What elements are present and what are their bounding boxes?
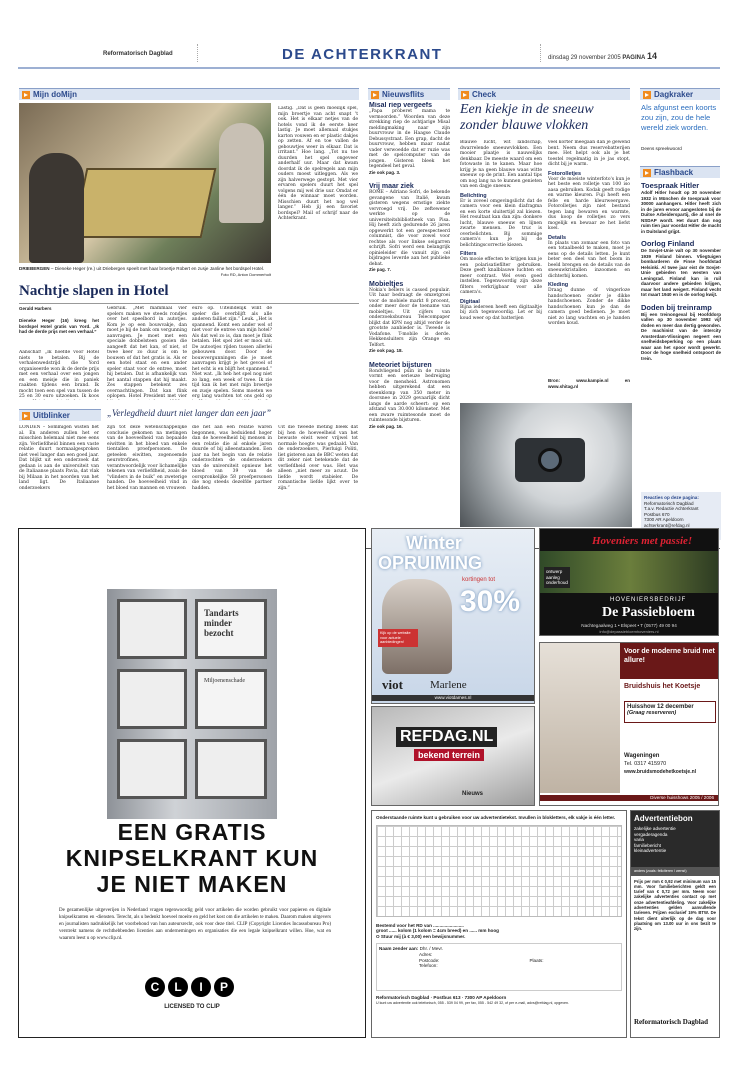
winter-title: Winter xyxy=(406,533,462,553)
article-col4: Lastig. „Dat is geen moeilijk spel, mijn broertje van acht snapt 't ook. Het is elkaar netjes van de hotels vond ik de eerste keer lastig. Je moet allemaal stukjes karton vouwen en er plastic dakjes op zetten. Af en toe vallen de gebouwtjes weer in elkaar. Dat is irritant.” Hoe lang. „Tot nu toe duurden het spel ongeveer anderhalf uur. Maar dat kwam doordat ik de spelregels aan mijn ouders moest uitleggen. Als we zijn halverwege gestopt. Met vier ervaren spelers duurt het spel volgens mij wel drie uur. Omdat er één de winnaar moet worden. Misschien duurt het nog wel langer.” Heb jij een favoriet bordspel? Mail of schrijf naar de Achterkrant. xyxy=(278,106,358,221)
photo-child-left xyxy=(29,153,84,263)
passie-email: info@depassiebloemhoveniers.nl xyxy=(599,629,659,634)
news-headline: Meteoriet bijsturen xyxy=(369,361,432,369)
rack-slot xyxy=(117,669,187,729)
check-sub: Digitaal xyxy=(460,298,480,305)
article-col3: euro op. Uiteindelijk wint de speler die overblijft als alle anderen failliet zijn.” Leuk. „Het is spannend. Komt een ander wel of niet voor de entree van mijn hotel? Als dat wel zo is, dan moet je flink betalen. Het spel ziet er mooi uit. De autootjes rijden tussen allerlei gebouwen door. Door de bouwvergunningen die je moet aanvragen krijgt je het gevoel of het echt is en blijft het spannend.” Niet wat. „Ik heb het spel nog niet zo lang, een week of twee. Ik zie tijd kan ik het met mijn broertje en zusje spelen. Soms moeten we erg lang wachten tot ons geld op xyxy=(192,306,272,399)
ad-refdag xyxy=(371,706,535,806)
caption-place: DRIEBERGEN xyxy=(19,266,50,271)
news-text: ROME – Adriano Sofri, de bekende gevangene van Italië, kwam gisteren wegens ernstige ziekte vervroegd vrij. De zeftewener werkte op de universiteitsbibliotheek van Pisa. Hij heeft zich gedurende 26 jaren opgewerkt tot een gerespecteerd columnist, die voor zowel voor rechtse als voor linkse seigarren schrijft. Sofri werd een belangrijk opinieleider die vanuit zijn cel bijdrages leverde aan het publieke debat. xyxy=(369,190,450,267)
reactions-line: 7300 AR Apeldoorn xyxy=(644,517,684,523)
winter-model xyxy=(382,579,452,674)
winter-title2: OPRUIMING xyxy=(378,553,483,573)
rack-slot xyxy=(195,599,267,659)
rack-slot xyxy=(195,739,267,799)
arrow-icon xyxy=(22,412,30,420)
clip-licensed: LICENSED TO CLIP xyxy=(164,1004,220,1010)
check-text: In plaats van zomaar een foto van een totaalbeeld te maken, moet je eens op de details letten. Je kunt beter een deel van het boom in beeld brengen en de details van de sneeuwkristallen inzoomen en dichterbij komen. xyxy=(548,240,630,279)
ad-knipselkrant xyxy=(18,528,366,1038)
form-grid xyxy=(376,825,622,917)
uitblinker-col1: LONDEN – Sommigen wisten het al. En anderen zullen het er misschien helemaal niet mee eens zijn. Verliefdheid binnen een vaste relatie duurt normaalgesproken niet veel langer dan een goed jaar. Dat blijkt uit een onderzoek dat gedaan is aan de universiteit van de Italiaanse plaats Pavia, dat vlak bij Milaan in het noorden van het land ligt. De Italiaanse onderzoekers xyxy=(19,425,99,491)
news-ref: Zie ook pag. 18. xyxy=(369,348,403,353)
winter-sub: kortingen tot xyxy=(462,577,496,583)
news-item xyxy=(369,183,450,273)
photo-board xyxy=(72,168,217,238)
arrow-icon xyxy=(461,91,469,99)
bon-item[interactable]: kleinadvertentie xyxy=(634,848,667,854)
winter-badge: Kijk op de website voor actuele aanbiedingen! xyxy=(378,629,418,647)
check-headline: Een kiekje in de sneeuw zonder blauwe vlokken xyxy=(460,102,594,133)
passie-item: ontwerp xyxy=(546,569,563,574)
tab-mijn-domijn xyxy=(19,88,359,100)
news-text: „Papa proberet mama te vermoorden.” Woorden van deze strekking riep de achtjarige Misal meldingmaking naar zijn buurvrouw in de Haagse Claude Debussystraat. Een grap, dacht de buurvrouw, hebben maar nadat vader verwoedde dat er ruzie was met de spelcomputer van de jongen. Gisteren bleek het tegendeel het geval. xyxy=(369,109,450,169)
flashback-text: Adolf Hitler houdt op 30 november 1932 in München de toespraak voor 30000 aanhangers. Hitler heeft zich in de jaren ervoor aangesloten bij de Duitse Arbeiderspartij, die al snel de NSDAP wordt. Het duurt dan nog ruim tien jaar voordat Hitler de macht in Duitsland grijpt. xyxy=(641,190,721,234)
knip-line: KNIPSELKRANT KUN xyxy=(65,845,319,871)
article-author: Gerald Harbers xyxy=(19,306,52,311)
bon-header xyxy=(631,811,719,867)
reactions-line: Postbus 670 xyxy=(644,511,670,517)
tab-uitblinker xyxy=(19,409,101,421)
bon-logo: Reformatorisch Dagblad xyxy=(634,1017,709,1026)
brand-marlene: Marlene xyxy=(430,679,467,691)
passie-item: onderhoud xyxy=(546,580,568,586)
uitblinker-col4: Uit die tweede meting bleek dat bij hen de hoeveelheid van het bewuste eiwit weer vrijwel tot normale hoogte was gedaald. Van de onderzoekers, Pierluigi Politi, liet gisteren aan de BBC weten dat dit zeker niet betekende dat de verliefdheid over was. Het was alleen „niet meer zo acuut. De liefde wordt stabieler. De romantische liefde lijkt over te zijn.” xyxy=(278,425,358,491)
tab-label: Check xyxy=(472,90,497,99)
uitblinker-quote: „Verlegdheid duurt niet langer dan een jaar” xyxy=(107,408,271,418)
photo-lens xyxy=(538,448,562,472)
check-intro: Blauwe lucht, wit landschap, dwarrelende sneeuwvlokken. Een mooier plaatje is nauwelijks denkbaar. De meeste waard om een fotowaste in te kanen. Maar hoe krijg je na geen blauwe waas witte sneeuw op de print. Een aantal tips om nog lang na te kunnen genieten van een dagje sneeuw. xyxy=(460,140,542,189)
tab-label: Dagkraker xyxy=(654,90,694,99)
bruid-phone: Tel. 0317 415970 xyxy=(624,761,667,767)
form-proof[interactable]: O Stuur mij (à € 3,00) een bewijsnummer. xyxy=(376,933,466,939)
check-col2 xyxy=(548,140,630,376)
section-title: DE ACHTERKRANT xyxy=(282,46,443,63)
bruid-photo xyxy=(540,643,620,793)
news-item xyxy=(369,281,450,354)
nieuwsflits-column xyxy=(369,102,450,507)
flashback-column xyxy=(641,181,721,488)
masthead-divider-right xyxy=(540,44,541,62)
tab-label: Mijn doMijn xyxy=(33,90,77,99)
bruid-city: Wageningen xyxy=(624,753,660,759)
check-source: Bron: www.kampie.nl en www.shitag.nl xyxy=(548,378,630,389)
winter-percent: 30% xyxy=(460,585,521,618)
form-title: Onderstaande ruimte kunt u gebruiken voor uw advertentietekst. Invullen in blokletters, elk vakje is één letter. xyxy=(376,815,616,820)
tab-label: Flashback xyxy=(654,168,694,177)
check-sub: Belichting xyxy=(460,192,487,199)
form-name-options: Dhr. / Mevr. xyxy=(419,946,444,952)
ad-order-form xyxy=(371,810,627,1038)
arrow-icon xyxy=(22,91,30,99)
bon-item[interactable]: varia xyxy=(634,837,644,843)
rack-slot xyxy=(117,739,187,799)
masthead-date xyxy=(548,51,657,61)
winter-url: www.viotdames.nl xyxy=(372,695,534,701)
check-text: Er is zoveel omgevingslicht dat de camera voor een klein diafragma en een korte sluitertijd zal kiezen. Het resultaat kan dan zijn: donkere lucht, blauwe sneeuw en lijnen zwarte mensen. De truc is overbelichten. Bij sommige camera's kun je bij de belichtingscorrectie kiezen. xyxy=(460,198,542,248)
refdag-news: Nieuws xyxy=(462,791,484,797)
news-item xyxy=(369,102,450,175)
passie-name: De Passiebloem xyxy=(602,605,695,620)
clip-letter: P xyxy=(214,977,234,997)
reactions-line: Reformatorisch Dagblad xyxy=(644,500,694,506)
check-sub: Filters xyxy=(460,251,477,257)
arrow-icon xyxy=(643,169,651,177)
bon-extra: anders (zoals: feliciteren / wenst) xyxy=(631,867,719,876)
headline-hotel: Nachtje slapen in Hotel xyxy=(19,283,169,299)
check-text: Voor de moeiste winterfoto's kun je het beste een rolletje van 100 iso aasa gebruiken. Kodak geeft rodige en warme kleuren. Fuji heeft een felle en harde kleurweergave. Fotorolletjes zijn niet bestand tegen lang bewaren en warmte, dus koop de rolletjes zo vers mogelijk en bewaar ze het liefst koel. xyxy=(548,176,630,231)
check-text: Bijna iedereen heeft een digitaaltje bij zich tegenwoordig. Let er bij koud weer op dat batterijen xyxy=(460,304,542,321)
news-ref: Zie ook pag. 3. xyxy=(369,169,401,175)
photo-caption xyxy=(19,266,271,277)
check-text: Draag dunne of vingerloze handschoenen onder je dikke handschoenen. Zonder de dikke handschoenen kun je dan de camera goed bedienen. Je moet niet zo lang wachten en je handen worden koud. xyxy=(548,288,630,326)
article-col2: Gebruik. „Met mammaal vier spelers maken we steeds rondjes over het speelbord in autotjes. Kom je op een bouwvakje, dan moet je bij de bank om vergunning aanvragen. Je moet met een speciale dobbelsteen gooien die aangeeft dat het kan, of niet, of twee keer zo duur is om te bouwen of dat het gratis is. Als er een hotel staat en een ander speler staat voor de entree, moet hij betalen. Dat is afhankelijk van het aantal stappen dat hij maakt. Zes stappen betekent zes overnachtingen. Dat kan flink oplopen. Hotel President met vier xyxy=(107,306,187,399)
bon-price: Prijs per mm € 0,92 met minimum van 15 mm. Voor familieberichten geldt een tarief van € 0,72 per mm. Neem voor zakelijke advertenties contact op met onze advertentieafdeling. Voor zakelijke advertenties gelden aanvullende tarieven. Prijzen exclusief 19% BTW. De tekst dient uiterlijk op de dag voor plaatsing om 13.00 uur in ons bezit te zijn. xyxy=(634,878,716,932)
check-text: Om mooie effecten te krijgen kun je een polarisatiefilter gebruiken. Deze geeft knalblauwe luchten en meer contrast. Wel even goed instellen. Tegenwoordig zijn deze filters verkrijgbaar voor alle camera's. xyxy=(460,257,542,295)
check-sub: Kleding xyxy=(548,282,569,288)
rack-headline: Miljoenenschade xyxy=(204,678,245,684)
dagkraker-text: Als afgunst een koorts zou zijn, zou de hele wereld ziek worden. xyxy=(641,103,717,132)
article-intro: Dieneke Heger (16) kreeg het bordspel Hotel gratis van Yord. „Ik had de derde prijs met een verhaal.” xyxy=(19,318,99,334)
photo-credit: Foto RD, Anton Dommerholt xyxy=(220,271,271,277)
clip-logo xyxy=(145,977,239,999)
news-ref: Zie ook pag. 16. xyxy=(369,423,403,429)
ad-bruidsmode xyxy=(539,642,719,806)
bruid-shop: Bruidshuis het Koetsje xyxy=(624,683,701,690)
form-place-label: Plaats: xyxy=(529,957,544,963)
arrow-icon xyxy=(643,91,651,99)
tab-dagkraker xyxy=(640,88,720,100)
rack-slot xyxy=(117,599,187,659)
article-col1: Aanschaf! „Ik hoefde voor Hotel niets te betalen. Bij de verhalenwedstrijd die Yord organiseerde won ik de derde prijs met een verhaal over een jongen en een meisje die in paniek raakten tijdens een brand. Ik mocht toen een spel van tussen de 25 en 30 euro uitzoeken. Ik koos xyxy=(19,350,99,399)
bruid-footer: Diverse huisshows 2005 / 2006 xyxy=(540,795,718,801)
reactions-title: Reacties op deze pagina: xyxy=(644,495,699,500)
check-sub: Fotorolletjes xyxy=(548,170,582,177)
date-text: dinsdag 29 november 2005 xyxy=(548,55,621,61)
bruid-url: www.bruidsmodehetkoetsje.nl xyxy=(624,769,697,775)
photo-child-right xyxy=(219,123,264,223)
news-item xyxy=(369,362,450,430)
ad-advertentiebon xyxy=(630,810,720,1038)
reactions-line: T.a.v. Redactie Achterkrant xyxy=(644,506,699,512)
form-footer: Reformatorisch Dagblad · Postbus 613 · 7300 AP Apeldoorn xyxy=(376,995,507,1001)
news-headline: Vrij maar ziek xyxy=(369,183,414,190)
news-text: Nokia's bellers is cassed populair. Uit haar bedraagt de omzetgroei voor de mobiele markt 8 procent, onder meer door de toename van mobieltjes. Uit cijfers van onderzoeksbureau Telecompaper blijkt dat KPN nog altijd verder de grootste aanbieder is. Tweede is Vodafone. T-mobile is derde. Hekkensluiters zijn Orange en Telfort. xyxy=(369,287,450,348)
brand-viot: viot xyxy=(382,677,403,692)
clip-letter: L xyxy=(168,977,188,997)
form-order-3: kolom (1 kolom = 4cm breed) en xyxy=(397,928,469,934)
knip-text: De gezamenlijke uitgeverijen in Nederland vragen tegenwoordig geld voor artikelen die worden gebruikt voor papieren en digitale knipselkranten en -diensten. Terecht, als u bedenkt hoeveel moeite en geld het kost om die artikelen te maken. Daarom maken uitgevers en journalisten nadrukkelijk het voorbehoud van hun auteursrecht, ook voor deze titel. CLIP (Copyright Licenties Incassobureau Pro) verstrekt namens de rechthebbenden licenties aan ondernemingen en organisaties die een legale knipselkrant willen. Hoe, wat en waarom leest u op www.clip.nl. xyxy=(59,908,331,941)
knip-line: EEN GRATIS xyxy=(117,819,267,845)
dagkraker-source: Deens spreekwoord xyxy=(641,146,682,151)
bon-item[interactable]: zakelijke advertentie xyxy=(634,826,676,831)
uitblinker-col3: die net aan een relatie waren begonnen, was beduidend hoger dan de hoeveelheid bij mensen in een relatie die al enkele jaren duurde of bij alleenstaanden. Een jaar na het begin van de relatie onderzochten de onderzoekers van de universiteit opnieuw het bloed van 39 van de oorspronkelijke 58 proefpersonen die nog steeds dezelfde partner hadden. xyxy=(192,425,272,491)
form-fields xyxy=(376,943,622,991)
passie-item: aanleg xyxy=(546,574,560,580)
reactions-email: achterkrant@refdag.nl xyxy=(644,522,690,528)
check-col1 xyxy=(460,140,542,402)
masthead-divider-left xyxy=(197,44,198,62)
flashback-headline: Doden bij treinramp xyxy=(641,302,712,312)
passie-tagline: Hoveniers met passie! xyxy=(592,535,693,547)
knip-headline xyxy=(19,819,365,897)
flashback-text: De Sovjet-Unie valt op 30 november 1939 Finland binnen. Vliegtuigen bombarderen de Finse hoofdstad Helsinki. Al twee jaar eist de Sovjet-Unie gebieden ten westen van Leningrad. Finland kan in ruil daarvoor andere gebieden krijgen, maar het land weigert. Finland vecht tot maart 1940 en is de oorlog kwijt. xyxy=(641,248,721,297)
news-headline: Misal riep vergeefs xyxy=(369,102,433,109)
tab-nieuwsflits xyxy=(368,88,450,100)
rack-headline: Tandarts minder bezocht xyxy=(204,608,239,638)
page-label: PAGINA xyxy=(622,55,646,61)
flashback-headline: Toespraak Hitler xyxy=(641,181,700,190)
bruid-event: Huisshow 12 december xyxy=(627,704,694,710)
form-order-4: mm hoog xyxy=(478,928,499,934)
ad-winter-opruiming xyxy=(371,528,535,704)
form-order-2: groot xyxy=(376,928,388,934)
clip-letter: I xyxy=(191,977,211,997)
tab-label: Uitblinker xyxy=(33,411,70,420)
form-order-1: Bestemd voor het RD van xyxy=(376,922,432,928)
ad-passiebloem xyxy=(539,528,719,636)
bruid-event-sub: (Graag reserveren) xyxy=(627,710,677,716)
bon-item[interactable]: vergaderagenda xyxy=(634,831,668,837)
news-headline: Mobieltjes xyxy=(369,280,404,288)
news-ref: Zie pag. 7. xyxy=(369,267,392,272)
form-order: Bestemd voor het RD van ........................ xyxy=(376,922,464,928)
news-text: Rondvliegend puin in de ruimte vormt een serieuze bedreiging voor de mensheid. Astronomen hebben uitgerekend dat een steenklomp van 350 meter in doorsnee in 2029 gevaarlijk dicht langs de aarde scheert: op een afstand van 30.000 kilometer. Met een zware ruimtesonde moet de ruimtesonde bijsturen. xyxy=(369,368,450,423)
tab-flashback xyxy=(640,166,720,178)
masthead-newspaper: Reformatorisch Dagblad xyxy=(103,51,173,57)
uitblinker-col2: zijn tot deze wetenschappelijke conclusie gekomen na metingen van de hoeveelheid van bepaalde eiwitten in het bloed van enkele tientallen proefpersonen. De geteelen eiwitten, zogenoemde neurotrofines, zijn verantwoordelijk voor lichamelijke tekenen van verliefdheid, zoals de “vlinders in de buik” en zweterige handen. De hoeveelheid vind in het bloed van mannen en vrouwen xyxy=(107,425,187,491)
page-number: 14 xyxy=(646,51,657,61)
flashback-text: Bij een treinongeval bij Hoofddorp vallen op 30 november 1992 vijf doden en meer dan dertig gewonden. De machinist van de intercity Amsterdam-Vlissingen negeert een snelheidsbeperking op een plaats waar aan het spoor wordt gewerkt. Door de hoge snelheid ontspoort de trein. xyxy=(641,311,721,361)
form-footer2: U kunt uw advertentie ook telefonisch, 055 - 539 04 99, per fax, 055 - 542 49 32, of per e-mail, advs@refdag.nl, opgeven. xyxy=(376,1000,570,1005)
newspaper-rack xyxy=(107,589,277,819)
bruid-title: Voor de moderne bruid met allure! xyxy=(624,648,715,664)
photo-snow-camera xyxy=(460,403,632,527)
knip-line: JE NIET MAKEN xyxy=(96,871,288,897)
rack-slot xyxy=(195,669,267,729)
passie-list xyxy=(544,567,570,588)
passie-kicker: HOVENIERSBEDRIJF xyxy=(610,597,687,603)
check-text: veel korter meegaan dan je gewend bent. Neem dus reservebatterijen mee. Het helpt ook als je het toestel regelmatig in je jas stopt, dicht bij je warm. xyxy=(548,140,630,167)
refdag-name: REFDAG.NL xyxy=(396,727,497,747)
check-sub: Details xyxy=(548,234,567,241)
form-name-label: Naam zender aan: xyxy=(379,946,419,952)
form-postal-label: Postcode: xyxy=(419,957,440,963)
form-field-address[interactable]: Adres: xyxy=(419,951,433,957)
flashback-headline: Oorlog Finland xyxy=(641,239,695,248)
arrow-icon xyxy=(371,91,379,99)
bruid-event-box xyxy=(624,701,716,723)
clip-letter: C xyxy=(145,977,165,997)
caption-text: – Dieneke Heger (re.) uit Driebergen speelt met haar broertje Robert en zusje Janline het bordspel Hotel. xyxy=(49,266,265,271)
header-rule xyxy=(18,67,720,69)
form-field-phone[interactable]: Telefoon: xyxy=(419,963,438,969)
tab-label: Nieuwsflits xyxy=(382,90,425,99)
bon-title: Advertentiebon xyxy=(634,814,693,823)
tab-check xyxy=(458,88,630,100)
photo-board-game xyxy=(19,103,271,263)
form-order-b: groot ...... kolom (1 kolom = 4cm breed) en ...... mm hoog xyxy=(376,928,499,934)
passie-address: Nachtegaalweg 1 • Elspeet • T (0577) 49 00 94 xyxy=(581,623,677,628)
bon-item[interactable]: familiebericht xyxy=(634,842,662,848)
refdag-sub: bekend terrein xyxy=(414,749,484,761)
